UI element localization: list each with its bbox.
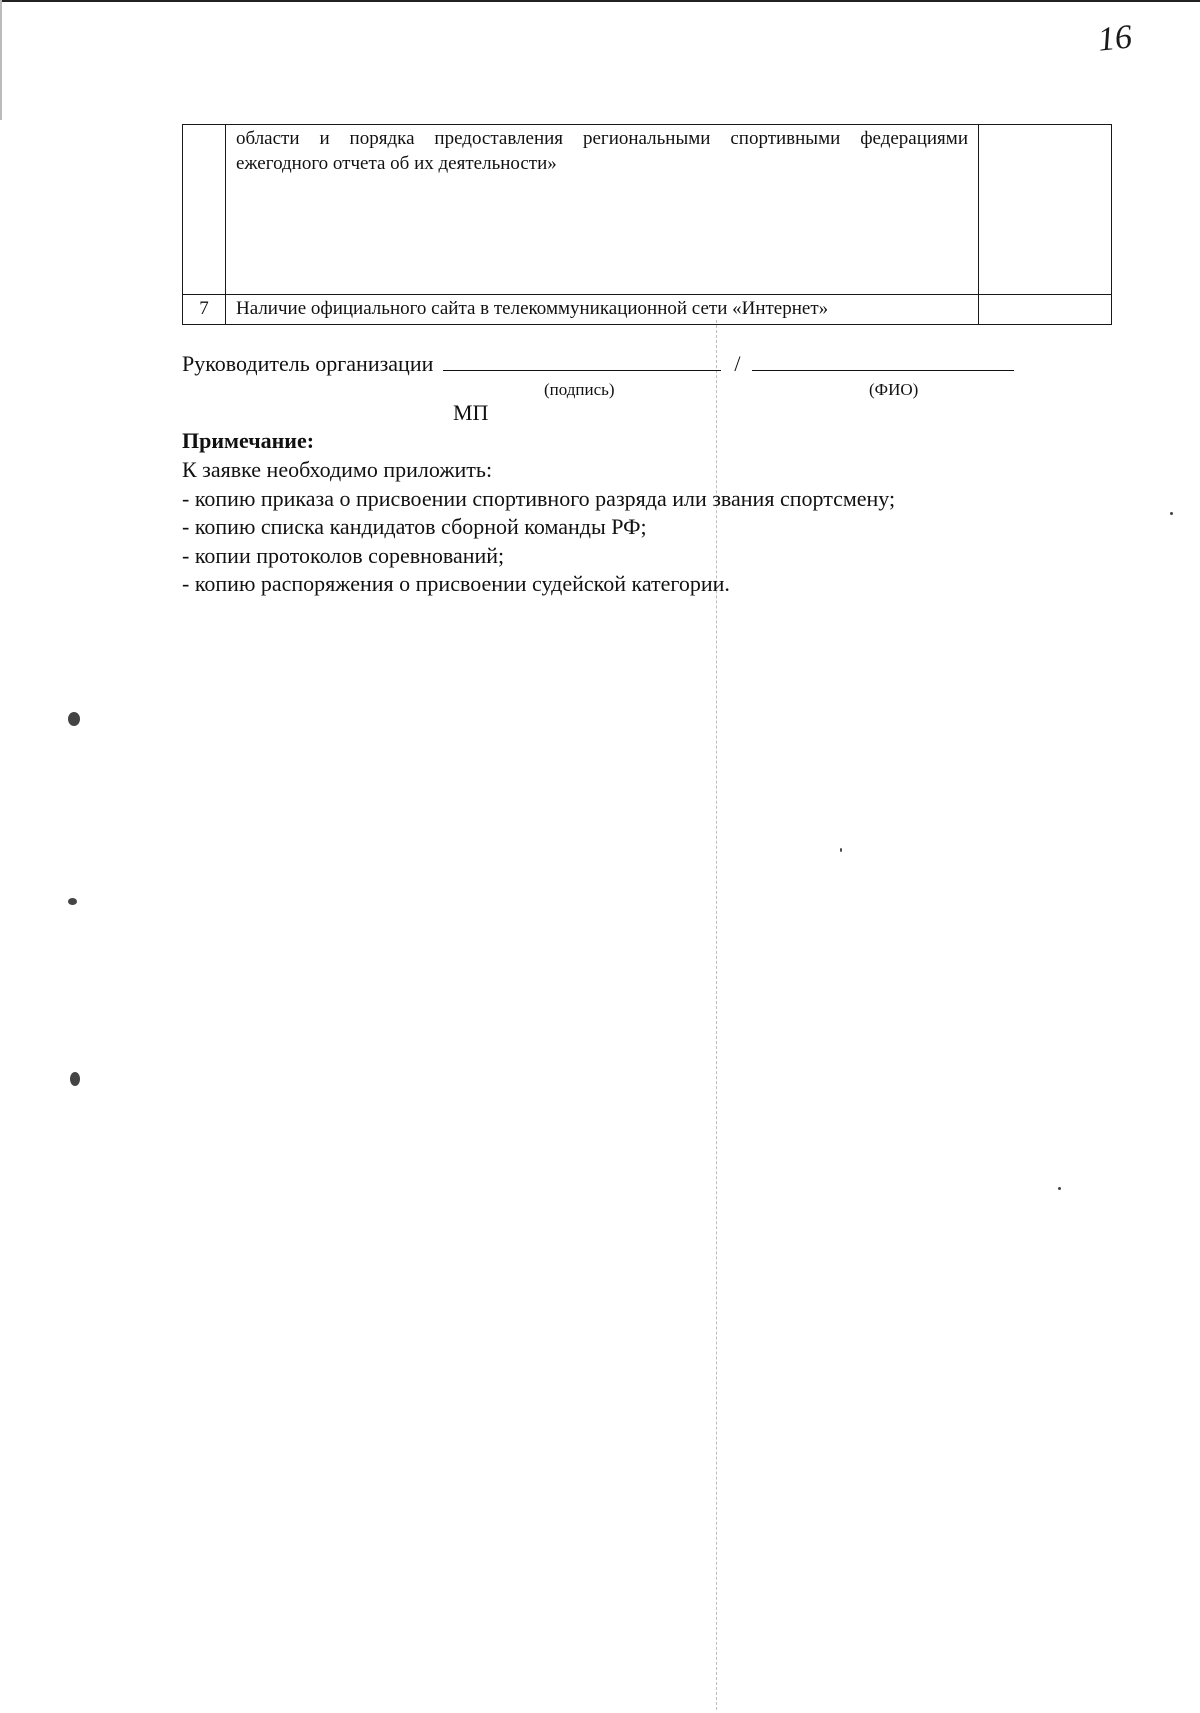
scan-speck bbox=[68, 898, 77, 905]
signature-caption: (подпись) bbox=[544, 380, 615, 399]
note-list bbox=[182, 456, 895, 599]
note-title: Примечание: bbox=[182, 428, 315, 453]
row-description: Наличие официального сайта в телекоммуникационной сети «Интернет» bbox=[226, 295, 979, 325]
signature-label: Руководитель организации bbox=[182, 351, 434, 376]
scan-speck bbox=[840, 848, 842, 852]
table-row bbox=[183, 125, 1112, 295]
list-item: - копию приказа о присвоении спортивного разряда или звания спортсмену; bbox=[182, 485, 896, 511]
row-number: 7 bbox=[183, 295, 226, 325]
row-number bbox=[183, 125, 226, 295]
scan-speck bbox=[68, 712, 80, 726]
scan-speck bbox=[1170, 512, 1173, 515]
list-item: - копии протоколов соревнований; bbox=[182, 542, 505, 568]
signature-line bbox=[182, 350, 1014, 377]
row-value bbox=[979, 295, 1112, 325]
list-item: - копию списка кандидатов сборной команды РФ; bbox=[182, 514, 647, 539]
handwritten-page-number: 16 bbox=[1096, 18, 1134, 59]
note-intro: К заявке необходимо приложить: bbox=[182, 457, 493, 482]
list-item: - копию распоряжения о присвоении судейской категории. bbox=[182, 571, 730, 596]
fio-blank bbox=[752, 350, 1014, 371]
scan-top-rule bbox=[0, 0, 1200, 2]
scan-speck bbox=[1058, 1187, 1061, 1190]
fio-caption: (ФИО) bbox=[869, 380, 919, 399]
signature-separator: / bbox=[734, 351, 741, 376]
signature-blank bbox=[443, 350, 721, 371]
scan-speck bbox=[70, 1072, 80, 1086]
stamp-placeholder: МП bbox=[453, 400, 489, 425]
row-description: области и порядка предоставления региональными спортивными федерациями ежегодного отчета об их деятельности» bbox=[226, 125, 979, 295]
scan-left-edge bbox=[0, 0, 2, 120]
table-row bbox=[183, 295, 1112, 325]
row-value bbox=[979, 125, 1112, 295]
criteria-table-continuation bbox=[182, 124, 1112, 325]
